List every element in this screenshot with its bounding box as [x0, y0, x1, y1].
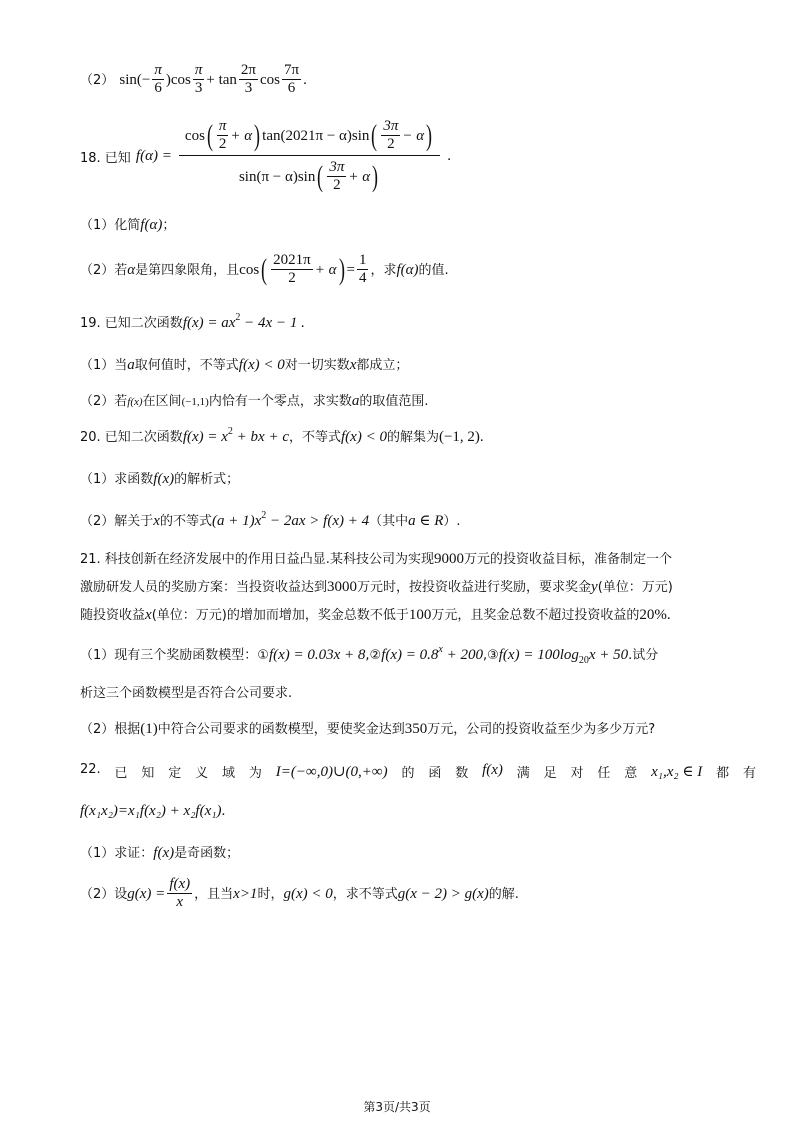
q18-numerator: cos( $\frac{\pi}{2}$ + α) tan(2021π − α)sin( $\frac{3\pi}{2}$ − α) — [179, 116, 440, 156]
q21-line2: 激励研发人员的奖励方案：当投资收益达到3000万元时，按投资收益进行奖励，要求奖金y(单位：万元) — [80, 579, 673, 595]
frac-fx-x: $\frac{f(x)}{x}$ — [169, 876, 191, 910]
q21-part1: （1）现有三个奖励函数模型：①f(x) = 0.03x + 8,②f(x) = $0.8^x$ + 200,③f(x) = $100\log_{20}x + 50$.试分 — [80, 644, 659, 666]
frac-2pi-3: $\frac{2\pi}{3}$ — [240, 62, 256, 96]
q22-justified-line: 22. 已 知 定 义 域 为 I=(−∞,0)∪(0,+∞) 的 函 数 f(x) 满 足 对 任 意 x₁,x₂ ∈ I 都 有 — [80, 762, 756, 781]
q18-part1: （1）化简f(α)； — [80, 217, 176, 233]
q19-definition: 19. 已知二次函数$f(x) = ax^2 - 4x - 1$ . — [80, 312, 305, 331]
q19-part2: （2）若f(x)在区间(−1,1)内恰有一个零点，求实数a的取值范围. — [80, 393, 429, 409]
q20-part1: （1）求函数f(x)的解析式； — [80, 471, 240, 487]
q18-definition: 18. 已知 f(α) = cos( $\frac{\pi}{2}$ + α) tan(2021π − α)sin( $\frac{3\pi}{2}$ − α) sin(π − α)sin( $\frac{3\pi}{2}$ + α) . — [80, 116, 794, 197]
frac-2021pi-2: $\frac{2021\pi}{2}$ — [273, 252, 311, 286]
q18-denominator: sin(π − α)sin( $\frac{3\pi}{2}$ + α) — [238, 159, 379, 193]
q21-part1-cont: 析这三个函数模型是否符合公司要求. — [80, 686, 293, 701]
q18-main-fraction — [179, 116, 440, 197]
q18-part2: （2）若α是第四象限角，且cos( $\frac{2021\pi}{2}$ + α) = $\frac{1}{4}$ ，求f(α)的值. — [80, 252, 449, 286]
frac-pi-6: $\frac{\pi}{6}$ — [154, 62, 162, 96]
q22-line1 — [80, 762, 794, 781]
frac-1-4: $\frac{1}{4}$ — [358, 252, 367, 286]
q21-line3: 随投资收益x(单位：万元)的增加而增加，奖金总数不低于100万元，且奖金总数不超过投资收益的20%. — [80, 607, 671, 623]
q20-part2: （2）解关于x的不等式$(a + 1)x^2 - 2ax > f(x) + 4$（其中a ∈ R）. — [80, 510, 461, 529]
q22-part2: （2）设g(x) = $\frac{f(x)}{x}$ ，且当x>1时，g(x) < 0，求不等式g(x − 2) > g(x)的解. — [80, 876, 519, 910]
q22-part1: （1）求证：f(x)是奇函数； — [80, 845, 240, 861]
q21-line1: 21. 科技创新在经济发展中的作用日益凸显.某科技公司为实现9000万元的投资收益目标，准备制定一个 — [80, 551, 672, 567]
q19-part1: （1）当a取何值时，不等式f(x) < 0对一切实数x都成立； — [80, 357, 409, 373]
frac-7pi-6: $\frac{7\pi}{6}$ — [284, 62, 300, 96]
q17-part2-label: （2） — [80, 73, 115, 88]
q22-domain: I=(−∞,0)∪(0,+∞) — [275, 764, 388, 780]
q17-part2: （2） sin(− $\frac{\pi}{6}$ )cos $\frac{\pi}{3}$ + tan $\frac{2\pi}{3}$ cos $\frac{7\pi}{6}$ . — [80, 62, 307, 96]
q22-line2: f(x₁x₂)=x₁f(x₂) + x₂f(x₁). — [80, 803, 226, 819]
q21-part2: （2）根据(1)中符合公司要求的函数模型，要使奖金达到350万元，公司的投资收益至少为多少万元? — [80, 721, 656, 737]
page-footer: 第3页/共3页 — [363, 1100, 431, 1114]
q18-label: 18. 已知 — [80, 151, 131, 166]
q20-definition: 20. 已知二次函数$f(x) = x^2$ + bx + c，不等式f(x) < 0的解集为(−1, 2). — [80, 426, 484, 445]
frac-pi-3: $\frac{\pi}{3}$ — [194, 62, 203, 96]
